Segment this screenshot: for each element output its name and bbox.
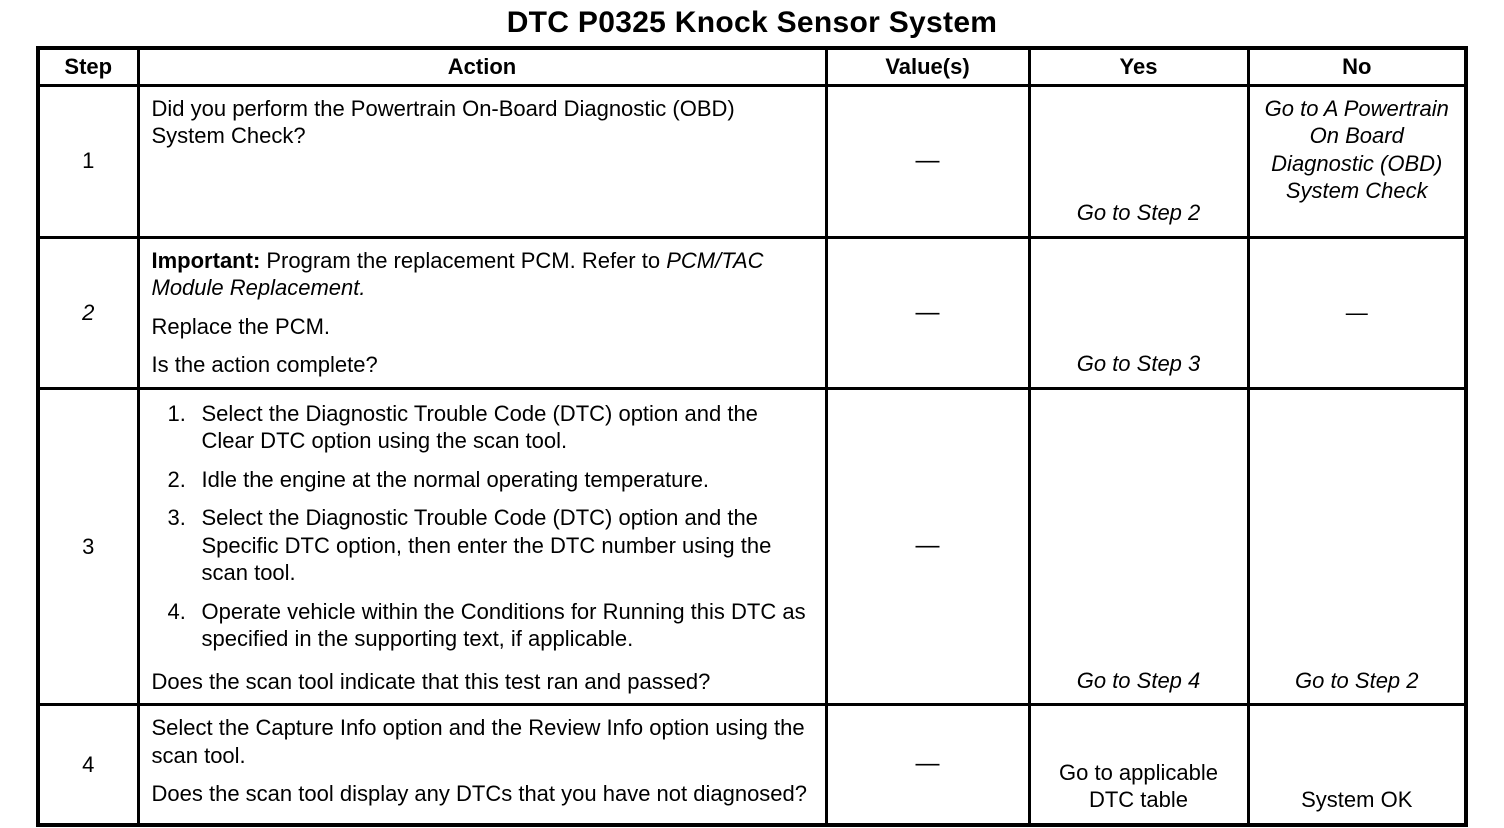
column-header-action: Action bbox=[138, 48, 826, 85]
action-question: Does the scan tool indicate that this test ran and passed? bbox=[151, 668, 711, 694]
value-cell: — bbox=[826, 237, 1029, 388]
value-cell: — bbox=[826, 85, 1029, 237]
list-item bbox=[168, 504, 813, 587]
list-item-number: 1. bbox=[167, 400, 186, 426]
value-cell: — bbox=[826, 388, 1029, 705]
list-item bbox=[168, 466, 813, 494]
step-number: 3 bbox=[38, 388, 138, 705]
no-cell: Go to A Powertrain On Board Diagnostic (OBD) System Check bbox=[1248, 85, 1466, 237]
action-cell bbox=[138, 388, 826, 705]
list-item-text: Select the Diagnostic Trouble Code (DTC) option and the Clear DTC option using the scan tool. bbox=[201, 400, 758, 453]
action-important-paragraph bbox=[152, 247, 813, 302]
column-header-values: Value(s) bbox=[826, 48, 1029, 85]
action-cell bbox=[138, 85, 826, 237]
no-cell: Go to Step 2 bbox=[1248, 388, 1466, 705]
important-text: Program the replacement PCM. Refer to bbox=[260, 247, 667, 273]
list-item-number: 4. bbox=[167, 598, 186, 624]
yes-cell: Go to Step 3 bbox=[1029, 237, 1248, 388]
list-item-number: 3. bbox=[167, 505, 186, 530]
list-item-text: Idle the engine at the normal operating temperature. bbox=[201, 466, 710, 492]
list-item bbox=[168, 598, 813, 653]
table-row-step-4 bbox=[38, 705, 1466, 825]
action-question: Does the scan tool display any DTCs that you have not diagnosed? bbox=[151, 781, 808, 806]
no-cell: System OK bbox=[1248, 705, 1466, 825]
action-cell bbox=[138, 237, 826, 388]
diagnostic-table bbox=[36, 46, 1468, 827]
yes-cell: Go to Step 4 bbox=[1029, 388, 1248, 705]
action-text: Select the Capture Info option and the Review Info option using the scan tool. bbox=[151, 715, 805, 768]
yes-cell: Go to Step 2 bbox=[1029, 85, 1248, 237]
step-number: 1 bbox=[38, 85, 138, 237]
value-cell: — bbox=[826, 705, 1029, 825]
table-row-step-3 bbox=[38, 388, 1466, 705]
column-header-yes: Yes bbox=[1029, 48, 1248, 85]
step-number: 2 bbox=[38, 237, 138, 388]
list-item-number: 2. bbox=[167, 466, 186, 492]
no-cell: — bbox=[1248, 237, 1466, 388]
list-item bbox=[168, 400, 813, 455]
action-cell bbox=[138, 705, 826, 825]
reference-title: PCM/TAC Module Replacement. bbox=[151, 247, 764, 300]
header-row bbox=[38, 48, 1466, 85]
action-text: Replace the PCM. bbox=[151, 313, 331, 339]
action-text: Did you perform the Powertrain On-Board Diagnostic (OBD) System Check? bbox=[151, 95, 735, 148]
yes-cell: Go to applicable DTC table bbox=[1029, 705, 1248, 825]
step-number: 4 bbox=[38, 705, 138, 825]
list-item-text: Select the Diagnostic Trouble Code (DTC) option and the Specific DTC option, then enter the DTC number using the scan tool. bbox=[201, 505, 772, 585]
action-numbered-list bbox=[168, 400, 813, 653]
table-row-step-1 bbox=[38, 85, 1466, 237]
action-question: Is the action complete? bbox=[151, 352, 378, 377]
page-title: DTC P0325 Knock Sensor System bbox=[506, 6, 998, 39]
table-row-step-2 bbox=[38, 237, 1466, 388]
list-item-text: Operate vehicle within the Conditions for Running this DTC as specified in the supporting text, if applicable. bbox=[201, 598, 806, 651]
column-header-step: Step bbox=[38, 48, 138, 85]
important-label: Important: bbox=[151, 247, 261, 273]
column-header-no: No bbox=[1248, 48, 1466, 85]
